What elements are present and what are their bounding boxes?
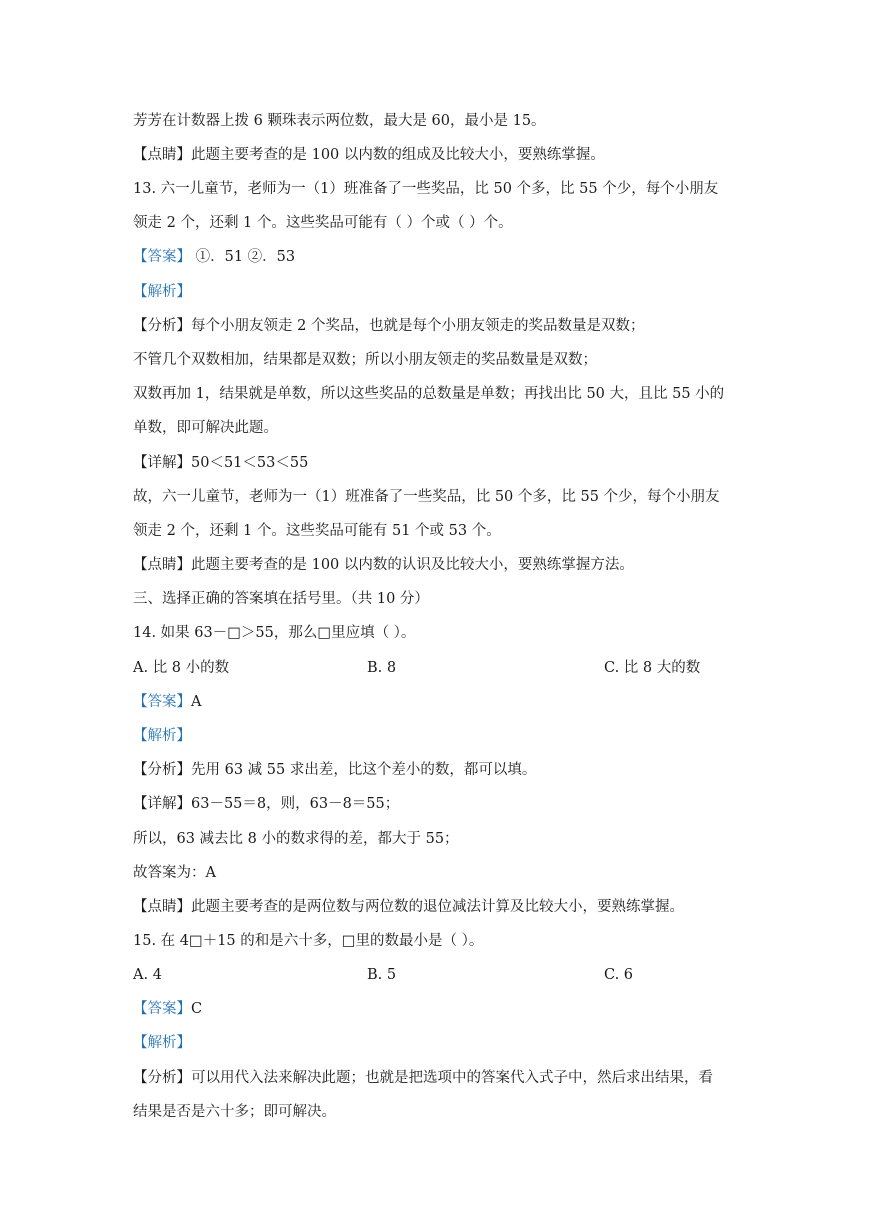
analysis-tag: 【解析】: [133, 1035, 191, 1051]
text-line: 所以，63 减去比 8 小的数求得的差，都大于 55；: [133, 831, 459, 847]
text-line: 【详解】63－55＝8，则，63－8＝55；: [133, 796, 400, 812]
option-c: C. 比 8 大的数: [604, 660, 701, 676]
text-line: 故，六一儿童节，老师为一（1）班准备了一些奖品，比 50 个多，比 55 个少，每个小朋友: [133, 489, 720, 505]
answer-tag: 【答案】: [133, 249, 191, 265]
question-15: 15. 在 4□＋15 的和是六十多，□里的数最小是（ ）。: [133, 933, 484, 949]
text-line: 【点睛】此题主要考查的是 100 以内数的认识及比较大小，要熟练掌握方法。: [133, 557, 634, 573]
text-line: 不管几个双数相加，结果都是双数；所以小朋友领走的奖品数量是双数；: [133, 352, 597, 368]
analysis-tag: 【解析】: [133, 728, 191, 744]
answer-text: ①．51 ②．53: [191, 249, 296, 265]
answer-line: [133, 248, 295, 266]
text-line: 【点睛】此题主要考查的是两位数与两位数的退位减法计算及比较大小，要熟练掌握。: [133, 899, 684, 915]
text-line: 【详解】50＜51＜53＜55: [133, 455, 309, 471]
answer-text: C: [191, 1001, 203, 1017]
text-line: 【分析】可以用代入法来解决此题；也就是把选项中的答案代入式子中，然后求出结果，看: [133, 1070, 713, 1086]
option-c: C. 6: [604, 967, 634, 983]
question-14: 14. 如果 63－□＞55，那么□里应填（ ）。: [133, 625, 416, 641]
text-line: 单数，即可解决此题。: [133, 420, 278, 436]
text-line: 【分析】每个小朋友领走 2 个奖品，也就是每个小朋友领走的奖品数量是双数；: [133, 318, 645, 334]
text-line: 双数再加 1，结果就是单数，所以这些奖品的总数量是单数；再找出比 50 大，且比 55 小的: [133, 386, 725, 402]
answer-text: A: [191, 694, 202, 710]
section-heading: 三、选择正确的答案填在括号里。（共 10 分）: [133, 591, 429, 607]
analysis-tag: 【解析】: [133, 284, 191, 300]
option-a: A. 4: [133, 967, 162, 983]
answer-line: [133, 693, 201, 711]
text-line: 领走 2 个，还剩 1 个。这些奖品可能有（ ）个或（ ）个。: [133, 215, 513, 231]
option-b: B. 5: [367, 967, 397, 983]
text-line: 【分析】先用 63 减 55 求出差，比这个差小的数，都可以填。: [133, 762, 537, 778]
text-line: 结果是否是六十多；即可解决。: [133, 1104, 336, 1120]
text-line: 故答案为：A: [133, 865, 216, 881]
answer-line: [133, 1000, 202, 1018]
option-b: B. 8: [367, 660, 397, 676]
text-line: 【点睛】此题主要考查的是 100 以内数的组成及比较大小，要熟练掌握。: [133, 147, 605, 163]
option-a: A. 比 8 小的数: [133, 660, 230, 676]
question-13: 13. 六一儿童节，老师为一（1）班准备了一些奖品，比 50 个多，比 55 个少，每个小朋友: [133, 181, 719, 197]
answer-tag: 【答案】: [133, 1001, 191, 1017]
text-line: 芳芳在计数器上拨 6 颗珠表示两位数，最大是 60，最小是 15。: [133, 113, 546, 129]
answer-tag: 【答案】: [133, 694, 191, 710]
text-line: 领走 2 个，还剩 1 个。这些奖品可能有 51 个或 53 个。: [133, 523, 501, 539]
